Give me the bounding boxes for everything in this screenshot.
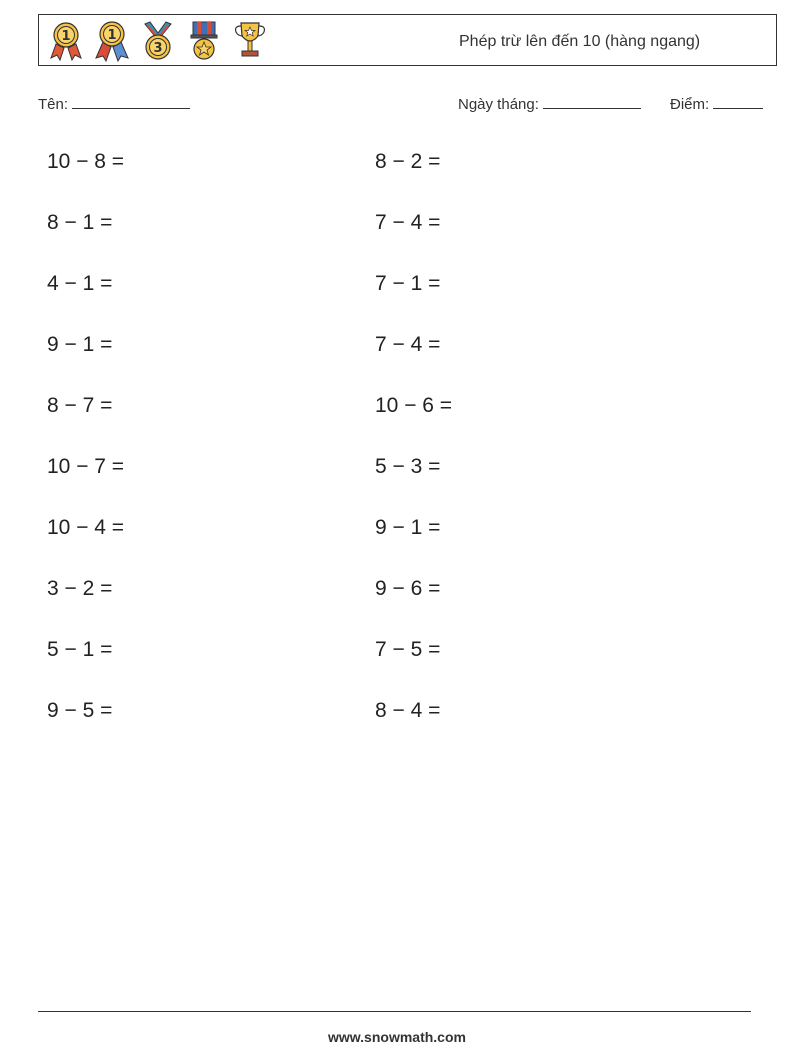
problem-item: 8 − 7 =	[47, 394, 113, 417]
medal-first-icon	[47, 20, 85, 62]
score-field[interactable]	[670, 94, 763, 113]
footer-url[interactable]: www.snowmath.com	[328, 1029, 466, 1045]
problem-item: 10 − 4 =	[47, 516, 125, 539]
worksheet-title: Phép trừ lên đến 10 (hàng ngang)	[459, 33, 701, 50]
date-blank[interactable]	[543, 94, 641, 109]
problem-item: 9 − 5 =	[47, 699, 113, 722]
problem-item: 9 − 1 =	[47, 333, 113, 356]
problem-item: 8 − 2 =	[375, 150, 441, 173]
svg-text:1: 1	[61, 29, 71, 44]
score-label: Điểm:	[670, 96, 710, 113]
medal-third-icon	[139, 20, 177, 62]
award-icons	[47, 20, 269, 62]
medal-star-icon	[185, 20, 223, 62]
name-blank[interactable]	[72, 94, 190, 109]
problem-item: 7 − 4 =	[375, 333, 441, 356]
problem-item: 4 − 1 =	[47, 272, 113, 295]
svg-text:3: 3	[153, 41, 163, 56]
date-field[interactable]	[458, 94, 641, 113]
problem-item: 9 − 1 =	[375, 516, 441, 539]
name-field[interactable]	[38, 94, 190, 113]
problem-item: 7 − 5 =	[375, 638, 441, 661]
problem-item: 7 − 4 =	[375, 211, 441, 234]
date-label: Ngày tháng:	[458, 96, 539, 113]
problem-item: 10 − 7 =	[47, 455, 125, 478]
score-blank[interactable]	[713, 94, 763, 109]
problem-item: 8 − 1 =	[47, 211, 113, 234]
problem-item: 10 − 6 =	[375, 394, 453, 417]
problem-item: 3 − 2 =	[47, 577, 113, 600]
problem-item: 9 − 6 =	[375, 577, 441, 600]
svg-text:1: 1	[107, 28, 117, 43]
problem-item: 5 − 1 =	[47, 638, 113, 661]
name-label: Tên:	[38, 96, 69, 113]
footer-divider	[38, 1011, 751, 1012]
trophy-icon	[231, 20, 269, 62]
header-box	[38, 14, 777, 66]
problem-item: 7 − 1 =	[375, 272, 441, 295]
medal-first-ribbon-icon	[93, 20, 131, 62]
problem-item: 5 − 3 =	[375, 455, 441, 478]
problem-item: 8 − 4 =	[375, 699, 441, 722]
problem-item: 10 − 8 =	[47, 150, 125, 173]
